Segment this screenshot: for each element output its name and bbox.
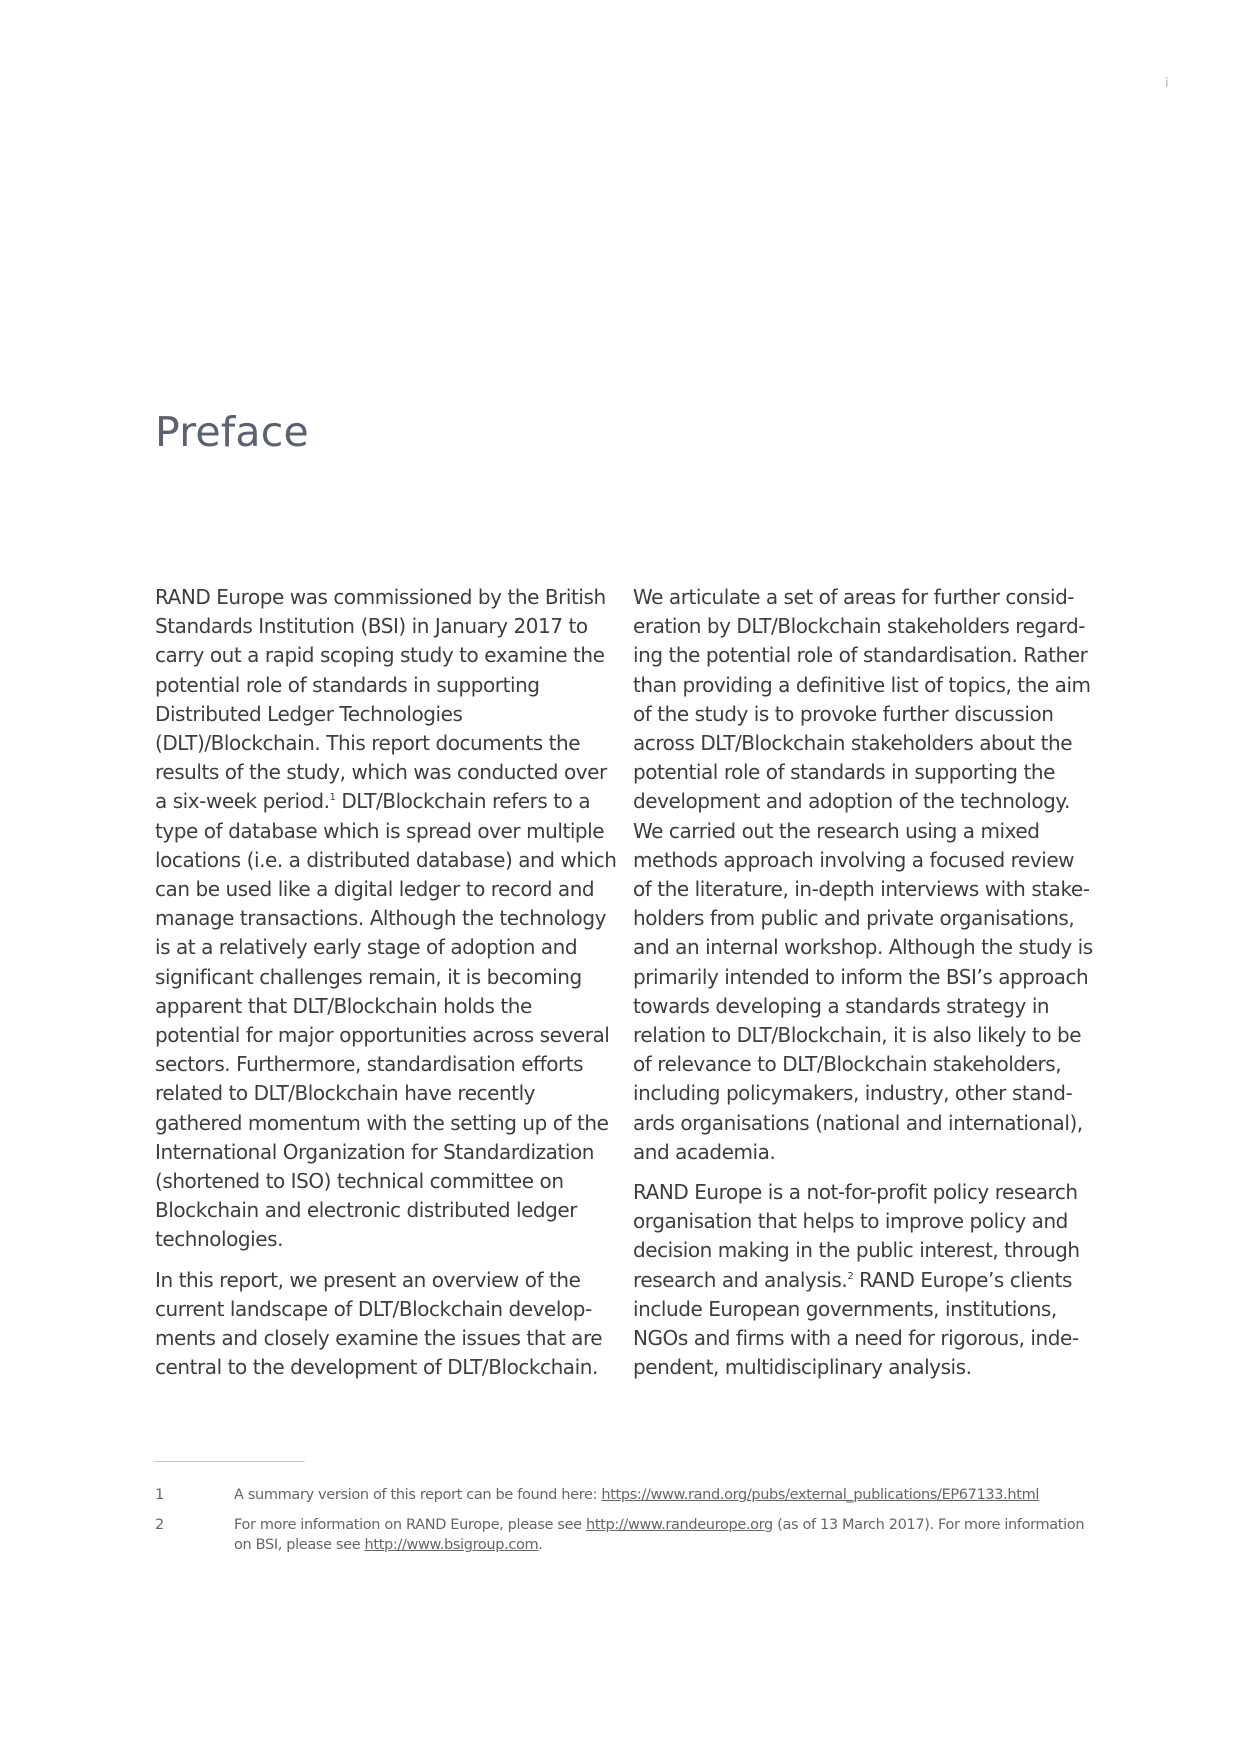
paragraph xyxy=(155,583,620,1255)
paragraph xyxy=(633,1178,1098,1382)
paragraph-text: RAND Europe was commissioned by the British Standards Institution (BSI) in January 2017 to carry out a rapid scoping study to examine the potential role of standards in supporting Distributed Ledger Technologies (DLT)/Blockchain. This report documents the results of the study, which was conducted over a six-week period. xyxy=(155,585,607,814)
footnote-text: For more information on RAND Europe, please see xyxy=(234,1517,586,1533)
footnote-link[interactable]: https://www.rand.org/pubs/external_publications/EP67133.html xyxy=(601,1487,1040,1503)
paragraph-text: RAND Europe’s clients include European governments, institutions, NGOs and firms with a need for rigorous, inde-pendent, multidisciplinary analysis. xyxy=(633,1267,1079,1380)
footnote-text: (as of 13 March 2017). For more information on BSI, please see xyxy=(234,1517,1085,1553)
footnote-text: A summary version of this report can be found here: xyxy=(234,1487,602,1503)
paragraph: In this report, we present an overview of the current landscape of DLT/Blockchain develop-ments and closely examine the issues that are central to the development of DLT/Blockchain. xyxy=(155,1267,603,1380)
page-number: i xyxy=(1165,76,1169,91)
paragraph-text: DLT/Blockchain refers to a type of database which is spread over multiple locations (i.e. a distributed database) and which can be used like a digital ledger to record and manage transactions. Although the technology is at a relatively early stage of adoption and significant challenges remain, it is becoming apparent that DLT/Blockchain holds the potential for major opportunities across several sectors. Furthermore, standardisation efforts related to DLT/Blockchain have recently gathered momentum with the setting up of the International Organization for Standardization (shortened to ISO) technical committee on Blockchain and electronic distributed ledger technologies. xyxy=(155,789,617,1252)
footnote-link[interactable]: http://www.randeurope.org xyxy=(585,1517,773,1533)
footnote-divider xyxy=(155,1461,305,1462)
footnote xyxy=(155,1485,1085,1505)
footnote-number: 1 xyxy=(155,1487,164,1503)
footnote-link[interactable]: http://www.bsigroup.com xyxy=(364,1537,539,1553)
paragraph: We articulate a set of areas for further consid-eration by DLT/Blockchain stakeholders regard-ing the potential role of standardisation. Rather than providing a definitive list of topics, the aim of the study is to provoke further discussion across DLT/Blockchain stakeholders about the potential role of standards in supporting the development and adoption of the technology. We carried out the research using a mixed methods approach involving a focused review of the literature, in-depth interviews with stake-holders from public and private organisations, and an internal workshop. Although the study is primarily intended to inform the BSI’s approach towards developing a standards strategy in relation to DLT/Blockchain, it is also likely to be of relevance to DLT/Blockchain stakeholders, including policymakers, industry, other stand-ards organisations (national and international), and academia. xyxy=(633,585,1093,1164)
footnote-reference: 2 xyxy=(847,1270,854,1282)
footnote-number: 2 xyxy=(155,1517,164,1533)
footnote xyxy=(155,1515,1085,1555)
left-column xyxy=(155,583,620,1393)
right-column xyxy=(633,583,1098,1393)
page-title: Preface xyxy=(155,408,309,456)
footnote-reference: 1 xyxy=(329,792,336,804)
footnotes xyxy=(155,1485,1085,1565)
footnote-text: . xyxy=(538,1537,543,1553)
paragraph-text: RAND Europe is a not-for-profit policy research organisation that helps to improve policy and decision making in the public interest, through research and analysis. xyxy=(633,1180,1080,1292)
